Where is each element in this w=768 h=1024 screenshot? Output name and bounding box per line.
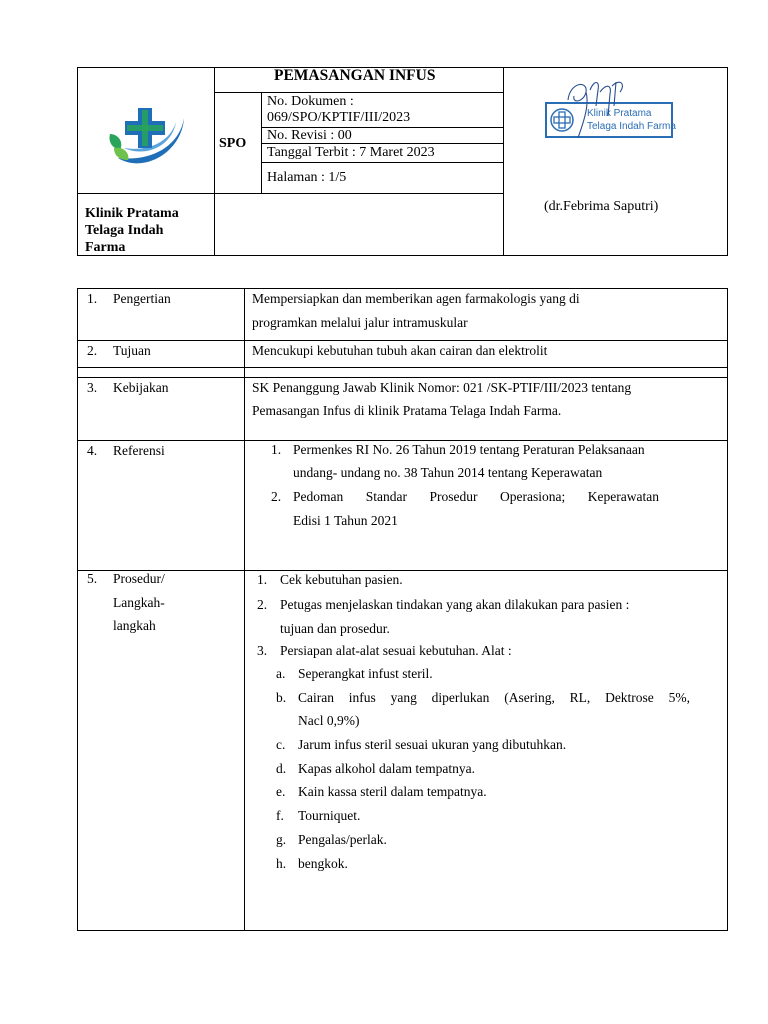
row-number: 3.	[87, 380, 98, 395]
step-1-text: Cek kebutuhan pasien.	[280, 572, 403, 587]
clinic-name-line-2: Telaga Indah	[85, 223, 164, 238]
clinic-name-line-1: Klinik Pratama	[85, 206, 179, 221]
row-label-pengertian: Pengertian	[113, 291, 171, 306]
tool-b-line-2: Nacl 0,9%)	[298, 713, 360, 728]
pengertian-text-2: programkan melalui jalur intramuskular	[252, 315, 468, 330]
referensi-item-2-line-1: Pedoman Standar Prosedur Operasiona; Keperawatan	[293, 489, 659, 504]
doc-number-label: No. Dokumen :	[267, 94, 354, 109]
tool-e: Kain kassa steril dalam tempatnya.	[298, 784, 487, 799]
step-2-text-1: Petugas menjelaskan tindakan yang akan dilakukan para pasien :	[280, 597, 630, 612]
signature-icon	[560, 76, 640, 140]
referensi-item-2-line-2: Edisi 1 Tahun 2021	[293, 513, 398, 528]
tool-d: Kapas alkohol dalam tempatnya.	[298, 761, 475, 776]
tool-f: Tourniquet.	[298, 808, 361, 823]
referensi-item-1-line-1: Permenkes RI No. 26 Tahun 2019 tentang Peraturan Pelaksanaan	[293, 442, 645, 457]
tool-letter: c.	[276, 737, 286, 752]
referensi-item-number: 2.	[271, 489, 282, 504]
tool-b-line-1: Cairan infus yang diperlukan (Asering, RL, Dektrose 5%,	[298, 690, 690, 705]
spo-label: SPO	[219, 136, 247, 151]
row-label-prosedur-2: Langkah-	[113, 595, 165, 610]
stamp-text-line-2: Telaga Indah Farma	[587, 121, 676, 132]
tool-g: Pengalas/perlak.	[298, 832, 387, 847]
clinic-name-line-3: Farma	[85, 240, 126, 255]
issue-date: Tanggal Terbit : 7 Maret 2023	[267, 145, 435, 160]
step-number: 1.	[257, 572, 268, 587]
step-number: 3.	[257, 643, 268, 658]
tool-c: Jarum infus steril sesuai ukuran yang dibutuhkan.	[298, 737, 567, 752]
step-3-text: Persiapan alat-alat sesuai kebutuhan. Alat :	[280, 643, 512, 658]
stamp-text-line-1: Klinik Pratama	[587, 108, 652, 119]
row-label-prosedur-1: Prosedur/	[113, 571, 165, 586]
step-2-text-2: tujuan dan prosedur.	[280, 621, 390, 636]
signer-name: (dr.Febrima Saputri)	[544, 199, 659, 214]
revision-number: No. Revisi : 00	[267, 128, 352, 143]
clinic-logo-icon	[104, 104, 188, 168]
tool-letter: b.	[276, 690, 287, 705]
kebijakan-text-2: Pemasangan Infus di klinik Pratama Telaga Indah Farma.	[252, 403, 562, 418]
tool-letter: g.	[276, 832, 287, 847]
document-title: PEMASANGAN INFUS	[274, 67, 436, 84]
tool-letter: a.	[276, 666, 286, 681]
row-number: 1.	[87, 291, 98, 306]
page-number: Halaman : 1/5	[267, 170, 347, 185]
step-number: 2.	[257, 597, 268, 612]
row-number: 4.	[87, 443, 98, 458]
referensi-item-1-line-2: undang- undang no. 38 Tahun 2014 tentang Keperawatan	[293, 465, 603, 480]
tool-letter: h.	[276, 856, 287, 871]
tool-h: bengkok.	[298, 856, 348, 871]
tool-letter: e.	[276, 784, 286, 799]
row-label-prosedur-3: langkah	[113, 618, 156, 633]
row-label-kebijakan: Kebijakan	[113, 380, 169, 395]
row-label-tujuan: Tujuan	[113, 343, 151, 358]
kebijakan-text-1: SK Penanggung Jawab Klinik Nomor: 021 /SK-PTIF/III/2023 tentang	[252, 380, 632, 395]
tool-letter: f.	[276, 808, 284, 823]
tujuan-text: Mencukupi kebutuhan tubuh akan cairan dan elektrolit	[252, 343, 548, 358]
row-number: 2.	[87, 343, 98, 358]
tool-letter: d.	[276, 761, 287, 776]
row-label-referensi: Referensi	[113, 443, 165, 458]
referensi-item-number: 1.	[271, 442, 282, 457]
pengertian-text-1: Mempersiapkan dan memberikan agen farmakologis yang di	[252, 291, 580, 306]
row-number: 5.	[87, 571, 98, 586]
tool-a: Seperangkat infust steril.	[298, 666, 433, 681]
doc-number-value: 069/SPO/KPTIF/III/2023	[267, 110, 411, 125]
